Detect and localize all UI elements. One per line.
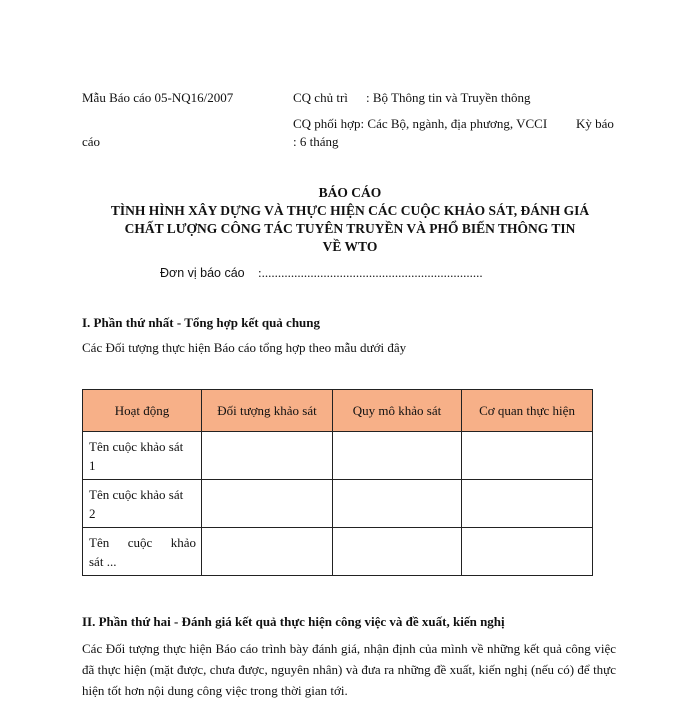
table-cell-empty [202, 432, 333, 480]
lead-agency-label: CQ chủ trì [293, 90, 348, 105]
section1-intro: Các Đối tượng thực hiện Báo cáo tổng hợp theo mẫu dưới đây [82, 340, 407, 355]
table-cell-empty [462, 480, 593, 528]
section2-heading: II. Phần thứ hai - Đánh giá kết quả thực hiện công việc và đề xuất, kiến nghị [82, 614, 505, 629]
col-header-implementing-agency: Cơ quan thực hiện [462, 390, 593, 432]
col-header-survey-subject: Đối tượng khảo sát [202, 390, 333, 432]
lead-agency-value: : Bộ Thông tin và Truyền thông [366, 90, 531, 105]
row-label-cell [83, 528, 202, 576]
row-label-line1: Tên cuộc khảo sát [89, 438, 184, 454]
survey-table [82, 389, 593, 576]
row-label-line2: 2 [89, 505, 96, 521]
table-cell-empty [202, 480, 333, 528]
table-row [83, 480, 593, 528]
form-code: Mẫu Báo cáo 05-NQ16/2007 [82, 90, 234, 105]
report-title-line4: VỀ WTO [322, 239, 378, 254]
table-cell-empty [333, 528, 462, 576]
table-header-row [83, 390, 593, 432]
report-title: BÁO CÁO [318, 185, 382, 200]
col-header-survey-scale: Quy mô khảo sát [333, 390, 462, 432]
reporting-unit-label: Đơn vị báo cáo [160, 266, 245, 280]
table-cell-empty [202, 528, 333, 576]
period-label-start: Kỳ báo [576, 116, 614, 131]
table-cell-empty [333, 432, 462, 480]
row-label-cell [83, 432, 202, 480]
row-label-line2: 1 [89, 457, 96, 473]
coordinating-agencies: CQ phối hợp: Các Bộ, ngành, địa phương, VCCI [293, 116, 548, 131]
table-cell-empty [462, 432, 593, 480]
period-label-end: cáo [82, 134, 101, 149]
row-label-line1: Tên cuộc khảo [89, 534, 196, 550]
row-label-cell [83, 480, 202, 528]
table-row [83, 432, 593, 480]
table-row [83, 528, 593, 576]
row-label-line1: Tên cuộc khảo sát [89, 486, 184, 502]
row-label-line2: sát ... [89, 553, 117, 569]
col-header-activity: Hoạt động [83, 390, 202, 432]
table-cell-empty [462, 528, 593, 576]
report-title-line2: TÌNH HÌNH XÂY DỰNG VÀ THỰC HIỆN CÁC CUỘC KHẢO SÁT, ĐÁNH GIÁ [110, 203, 590, 218]
section1-heading: I. Phần thứ nhất - Tổng hợp kết quả chung [82, 315, 321, 330]
report-title-line3: CHẤT LƯỢNG CÔNG TÁC TUYÊN TRUYỀN VÀ PHỔ BIẾN THÔNG TIN [124, 221, 576, 236]
period-value: : 6 tháng [293, 134, 339, 149]
section2-body: Các Đối tượng thực hiện Báo cáo trình bày đánh giá, nhận định của mình về những kết quả công việc đã thực hiện (mặt được, chưa được, nguyên nhân) và đưa ra những đề xuất, kiến nghị (nếu có) để thực hiện tốt hơn nội dung công việc trong thời gian tới. [82, 641, 616, 698]
reporting-unit-field: :.................................................................... [258, 265, 483, 280]
table-cell-empty [333, 480, 462, 528]
